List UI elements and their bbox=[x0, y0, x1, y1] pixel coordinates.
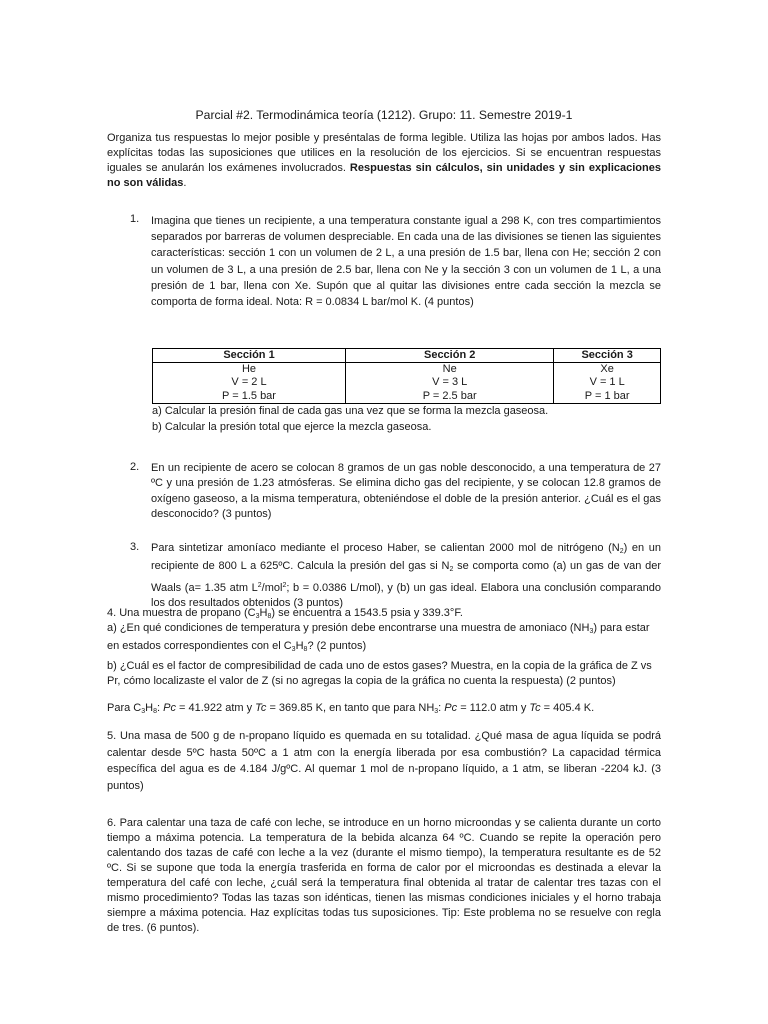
subscript: 8 bbox=[153, 708, 158, 715]
subscript: 2 bbox=[449, 566, 454, 574]
text-run: = 41.922 atm y bbox=[175, 702, 256, 714]
text-run: a) ¿En qué condiciones de temperatura y presión debe encontrarse una muestra de amoniaco (NH bbox=[107, 622, 590, 634]
text-run: Para sintetizar amoníaco mediante el proceso Haber, se calientan 2000 mol de nitrógeno (N bbox=[151, 542, 620, 554]
text-run: ) se encuentra a 1543.5 psia y 339.3°F. bbox=[271, 607, 463, 619]
question-number: 2. bbox=[130, 461, 140, 473]
table-row bbox=[153, 363, 661, 404]
table-cell bbox=[153, 363, 346, 404]
cell-line: He bbox=[241, 363, 257, 376]
question-1-part-b: b) Calcular la presión total que ejerce la mezcla gaseosa. bbox=[152, 421, 432, 433]
text-run: : bbox=[157, 702, 164, 714]
question-text: En un recipiente de acero se colocan 8 gramos de un gas noble desconocido, a una temperatura de 27 ºC y una presión de 1.23 atmósferas. Se elimina dicho gas del recipiente, y se colocan 12.8 gramos de oxígeno gaseoso, a la misma temperatura, obteniéndose el doble de la presión anterior. ¿Cuál es el gas desconocido? (3 puntos) bbox=[151, 462, 661, 520]
text-run: /mol bbox=[261, 581, 283, 594]
text-run: = 112.0 atm y bbox=[457, 702, 530, 714]
text-run: ? (2 puntos) bbox=[307, 640, 367, 652]
question-1-part-a: a) Calcular la presión final de cada gas una vez que se forma la mezcla gaseosa. bbox=[152, 405, 549, 417]
subscript: 3 bbox=[589, 628, 594, 635]
table-header: Sección 1 bbox=[153, 349, 346, 363]
question-6: 6. Para calentar una taza de café con leche, se introduce en un horno microondas y se calienta durante un corto tiempo a máxima potencia. La temperatura de la bebida alcanza 64 ºC. Cuando se repite la operación pero calentando dos tazas de café con leche a la vez (durante el mismo tiempo), la temperatura resultante es de 52 ºC. Si se supone que toda la energía trasferida en forma de calor por el microondas es destinada a elevar la temperatura del café con leche, ¿cuál será la temperatura final obtenida al tratar de calentar tres tazas con el mismo procedimiento? Todas las tazas son idénticas, tienen las mismas condiciones iniciales y el horno trabaja siempre a máxima potencia. Haz explícitas todas tus suposiciones. Tip: Este problema no se resuelve con regla de tres. (6 puntos). bbox=[107, 817, 661, 934]
sections-table bbox=[152, 348, 661, 404]
table-header: Sección 2 bbox=[346, 349, 554, 363]
question-4-data bbox=[107, 701, 661, 719]
question-number: 1. bbox=[130, 213, 140, 225]
question-5: 5. Una masa de 500 g de n-propano líquido es quemada en su totalidad. ¿Qué masa de agua líquida se podrá calentar desde 5ºC hasta 50ºC a 1 atm con la energía liberada por esa combustión? La capacidad térmica específica del agua es de 4.184 J/gºC. Al quemar 1 mol de n-propano líquido, a 1 atm, se liberan -2204 kJ. (3 puntos) bbox=[107, 730, 661, 792]
italic-symbol: Tc bbox=[529, 702, 541, 714]
text-run: Para C bbox=[107, 702, 142, 714]
text-run: ) para estar en estados correspondientes con el C bbox=[107, 622, 650, 652]
question-4-part-a bbox=[107, 621, 661, 657]
cell-line: P = 1 bar bbox=[584, 389, 630, 402]
text-run: 4. Una muestra de propano (C bbox=[107, 607, 256, 619]
text-run: = 369.85 K, en tanto que para NH bbox=[266, 702, 435, 714]
subscript: 3 bbox=[434, 708, 439, 715]
table-header-row bbox=[153, 349, 661, 363]
cell-line: Xe bbox=[600, 363, 614, 376]
table-header: Sección 3 bbox=[554, 349, 661, 363]
subscript: 3 bbox=[255, 613, 260, 620]
cell-line: P = 2.5 bar bbox=[422, 389, 477, 402]
cell-line: P = 1.5 bar bbox=[222, 389, 276, 402]
text-run: H bbox=[259, 607, 268, 619]
italic-symbol: Pc bbox=[163, 702, 176, 714]
superscript: 2 bbox=[257, 581, 262, 589]
cell-line: V = 1 L bbox=[589, 376, 625, 389]
question-text bbox=[151, 541, 661, 611]
instructions-bold: Respuestas sin cálculos, sin unidades y sin explicaciones no son válidas bbox=[107, 162, 661, 189]
cell-line: V = 2 L bbox=[231, 376, 267, 389]
cell-line: V = 3 L bbox=[432, 376, 468, 389]
table-cell bbox=[346, 363, 554, 404]
text-run: H bbox=[295, 640, 304, 652]
instructions bbox=[107, 131, 661, 191]
text-run: : bbox=[438, 702, 445, 714]
cell-line: Ne bbox=[442, 363, 457, 376]
text-run: ; b = 0.0386 L/mol), y (b) un gas ideal. Elabora una conclusión comparando los dos resultados obtenidos (3 puntos) bbox=[151, 581, 661, 609]
table-cell bbox=[554, 363, 661, 404]
italic-symbol: Pc bbox=[444, 702, 458, 714]
subscript: 2 bbox=[619, 548, 624, 555]
subscript: 3 bbox=[141, 708, 146, 715]
instructions-text: Organiza tus respuestas lo mejor posible y preséntalas de forma legible. Utiliza las hojas por ambos lados. Has explícitas todas las suposiciones que utilices en la resolución de los ejercicios. Si se encuentran respuestas iguales se anularán los exámenes involucrados. bbox=[107, 132, 661, 174]
superscript: 2 bbox=[282, 581, 287, 589]
subscript: 8 bbox=[267, 613, 272, 620]
subscript: 3 bbox=[291, 646, 296, 653]
exam-title: Parcial #2. Termodinámica teoría (1212). Grupo: 11. Semestre 2019-1 bbox=[195, 108, 573, 122]
text-run: se comporta como (a) un gas de van der Waals (a= 1.35 atm L bbox=[151, 560, 661, 594]
instructions-end: . bbox=[183, 177, 187, 189]
italic-symbol: Tc bbox=[255, 702, 267, 714]
text-run: ) en un recipiente de 800 L a 625ºC. Calcula la presión del gas si N bbox=[151, 542, 662, 573]
subscript: 8 bbox=[303, 646, 308, 653]
question-4-part-b: b) ¿Cuál es el factor de compresibilidad de cada uno de estos gases? Muestra, en la copia de la gráfica de Z vs Pr, cómo localizaste el valor de Z (si no agregas la copia de la gráfica no cuenta la respuesta) (2 puntos) bbox=[107, 660, 652, 687]
text-run: = 405.4 K. bbox=[540, 702, 595, 714]
question-number: 3. bbox=[130, 541, 140, 553]
question-text: Imagina que tienes un recipiente, a una temperatura constante igual a 298 K, con tres compartimientos separados por barreras de volumen despreciable. En cada una de las divisiones se tienen las siguientes características: sección 1 con un volumen de 2 L, a una presión de 1.5 bar, llena con He; sección 2 con un volumen de 3 L, a una presión de 2.5 bar, llena con Ne y la sección 3 con un volumen de 1 L, a una presión de 1 bar, llena con Xe. Supón que al quitar las divisiones entre cada sección la mezcla se comporta de forma ideal. Nota: R = 0.0834 L bar/mol K. (4 puntos) bbox=[151, 215, 661, 309]
text-run: H bbox=[145, 702, 154, 714]
